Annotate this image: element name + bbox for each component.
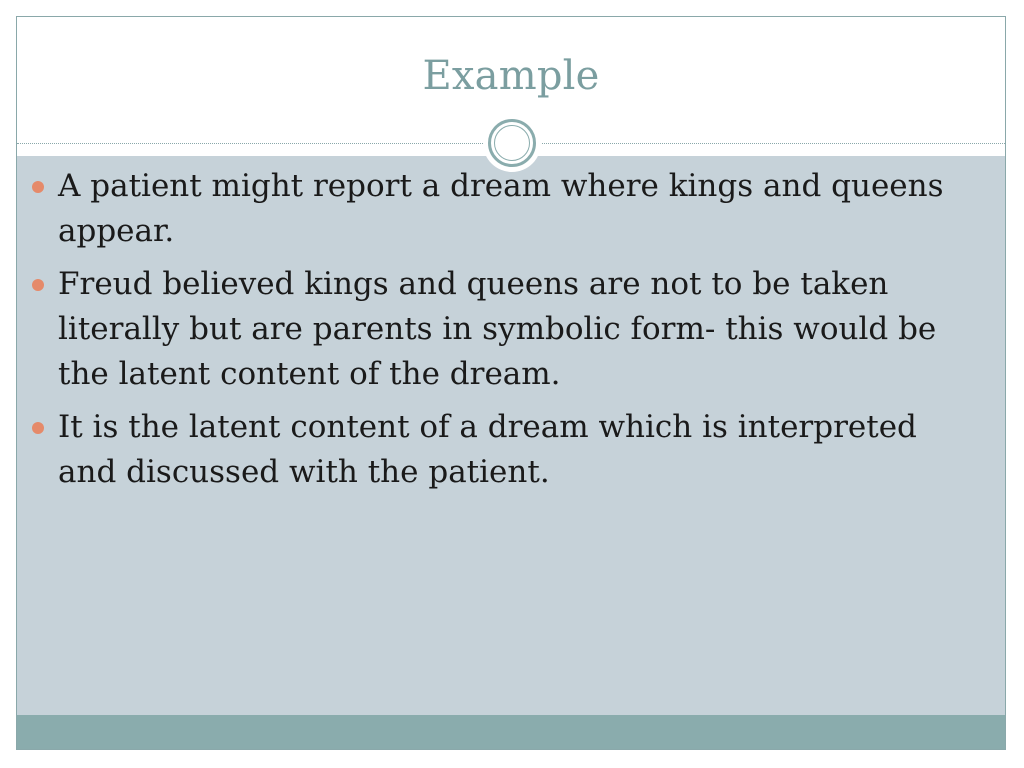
bullet-item (30, 405, 965, 495)
slide-title: Example (422, 53, 600, 99)
bullet-text: A patient might report a dream where kings and queens appear. (58, 168, 944, 249)
bullet-dot-icon (32, 181, 44, 193)
bullet-dot-icon (32, 279, 44, 291)
bullet-item (30, 164, 965, 254)
bullet-item (30, 262, 965, 397)
ornament-inner-ring (494, 125, 530, 161)
footer-band (17, 715, 1005, 749)
bullet-text: It is the latent content of a dream which is interpreted and discussed with the patient. (58, 409, 917, 490)
bullet-list (30, 164, 965, 503)
bullet-text: Freud believed kings and queens are not to be taken literally but are parents in symbolic form- this would be the latent content of the dream. (58, 266, 937, 392)
bullet-dot-icon (32, 422, 44, 434)
